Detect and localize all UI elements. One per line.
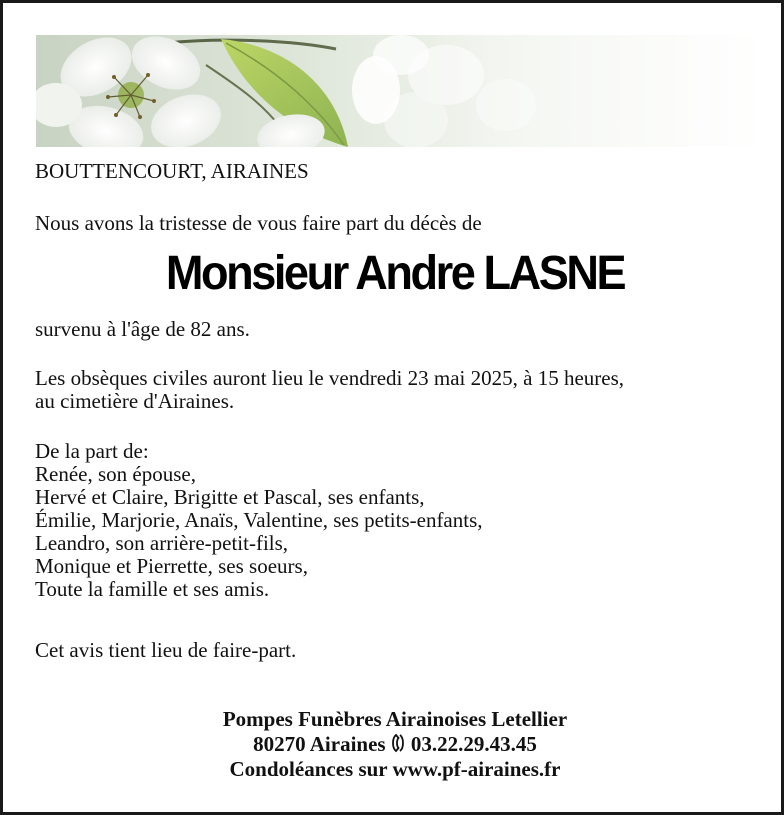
phone-number: 03.22.29.43.45 [410,732,537,756]
funeral-details [35,367,624,413]
notice-text: Cet avis tient lieu de faire-part. [35,638,297,662]
address-text: 80270 Airaines [253,732,386,756]
family-member: Toute la famille et ses amis. [35,577,270,601]
family-heading: De la part de: [35,439,149,463]
family-member: Renée, son épouse, [35,462,196,486]
family-member: Hervé et Claire, Brigitte et Pascal, ses enfants, [35,485,425,509]
funeral-line: Les obsèques civiles auront lieu le vendredi 23 mai 2025, à 15 heures, [35,366,625,390]
funeral-line: au cimetière d'Airaines. [35,389,235,413]
funeral-home-name: Pompes Funèbres Airainoises Letellier [222,707,568,731]
phone-icon [391,733,409,753]
deceased-name: Monsieur Andre LASNE [165,247,625,300]
flower-banner-image [36,35,754,147]
age-text: survenu à l'âge de 82 ans. [35,317,250,341]
family-member: Monique et Pierrette, ses soeurs, [35,554,308,578]
family-member: Émilie, Marjorie, Anaïs, Valentine, ses petits-enfants, [35,508,483,532]
family-member: Leandro, son arrière-petit-fils, [35,531,289,555]
intro-text: Nous avons la tristesse de vous faire part du décès de [35,211,482,235]
condolences-text: Condoléances sur www.pf-airaines.fr [229,757,561,781]
family-list [35,440,483,601]
contact-line [36,732,754,757]
location-text: BOUTTENCOURT, AIRAINES [35,159,309,183]
funeral-home-footer [36,707,754,782]
